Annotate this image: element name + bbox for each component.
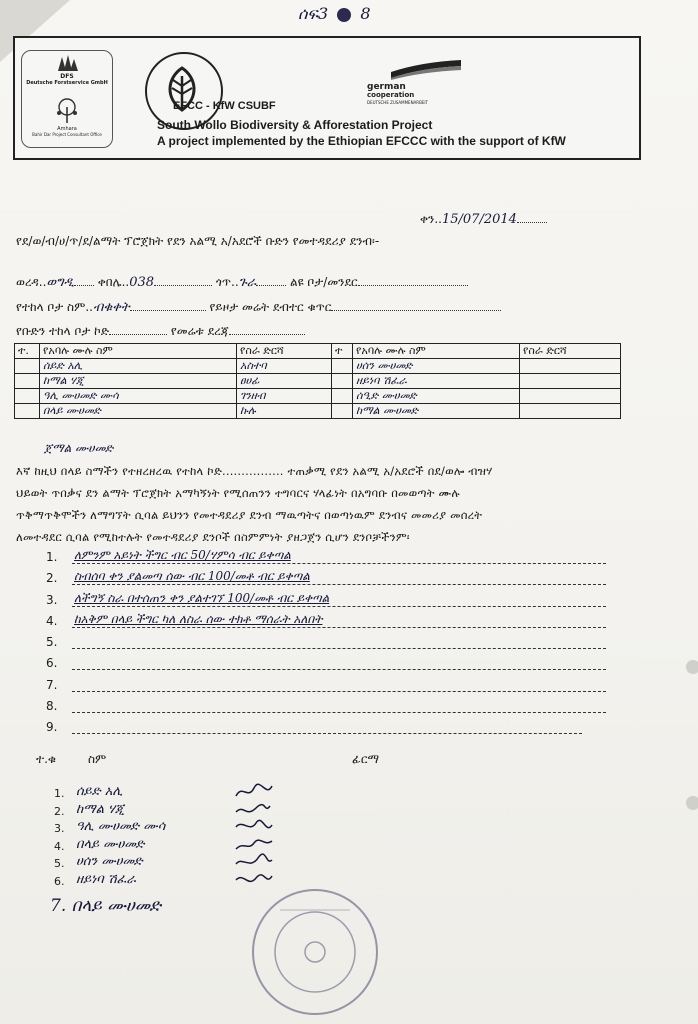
members-table: [14, 343, 621, 419]
site-row: የተከላ ቦታ ስም..ብቁቀት የይዞታ መሬት ደብተር ቁጥር: [16, 298, 501, 315]
ink-dot-icon: [337, 8, 351, 22]
signer-name: ዓሊ ሙሀመድ ሙሳ: [76, 819, 166, 835]
list-item: 9.: [46, 718, 606, 739]
list-item: 5. ሀሰን ሙሀመድ: [54, 854, 354, 872]
letterhead: [13, 36, 641, 160]
rule-text: ከአቅም በላይ ችግር ካለ ለስራ ሰው ተክቶ ማሰራት አለበት: [74, 611, 323, 626]
list-item: 1. ለምንም አይነት ችግር ብር 50/ሃምሳ ብር ይቀጣል: [46, 548, 606, 569]
member-name: ሰዒድ ሙሀመድ: [353, 389, 520, 404]
member-role: ኩሉ: [237, 404, 332, 419]
header-line1: EFCC - KfW CSUBF: [173, 100, 276, 112]
rule-text: ለችግኝ ስራ በተሰጠን ቀን ያልተገኘ 100/መቶ ብር ይቀጣል: [74, 590, 330, 605]
giz-line3: DEUTSCHE ZUSAMMENARBEIT: [367, 100, 428, 105]
dfs-logo-sub: Amhara: [57, 126, 77, 132]
signer-name: ሰይድ አሊ: [76, 784, 123, 799]
punch-hole: [686, 660, 698, 674]
giz-logo: [361, 54, 471, 104]
paragraph-line: ጥቅማጥቅሞችን ለማግኘት ሲባል ይህንን የመተዳደሪያ ደንብ ማዉጣትና በወጣነዉም ደንብና መመሪያ መሰረት: [16, 508, 483, 522]
table-header-row: [15, 344, 621, 359]
site-value: ብቁቀት: [92, 300, 130, 315]
header-line3: A project implemented by the Ethiopian EFCCC with the support of KfW: [157, 134, 566, 148]
list-item: 3. ዓሊ ሙሀመድ ሙሳ: [54, 819, 354, 837]
member-role: አስተባ: [237, 359, 332, 374]
table-row: [15, 389, 621, 404]
list-item: 4. በላይ ሙሀመድ: [54, 837, 354, 855]
giz-line2: cooperation: [367, 91, 415, 99]
signer-name: በላይ ሙሀመድ: [76, 836, 145, 852]
rule-text: ስብሰባ ቀን ያልመጣ ሰው ብር 100/መቶ ብር ይቀጣል: [74, 569, 310, 584]
col-no-2: ተ: [332, 344, 353, 359]
dfs-logo-footer: Bahir Dar Project Consultant Office: [32, 132, 102, 137]
form-title: የደ/ወ/ብ/ሀ/ጥ/ደ/ልማት ፕሮጀክት የደን አልሚ አ/አደሮች ቡድን የመተዳደሪያ ደንብ፡-: [16, 234, 380, 248]
signer-name: ሀሰን ሙሀመድ: [76, 854, 143, 870]
table-row: [15, 359, 621, 374]
member-name: ሰይድ አሊ: [40, 359, 237, 374]
date-value: 15/07/2014: [441, 212, 517, 227]
german-flag-band-icon: [391, 58, 461, 80]
dfs-logo-name: Deutsche Forstservice GmbH: [26, 80, 108, 86]
member-name: ከማል ሃጂ: [40, 374, 237, 389]
paragraph-line: እኛ ከዚህ በላይ ስማችን የተዘረዘረዉ የተከላ ኮድ................ ተጠቃሚ የደን አልሚ አ/አደሮች በደ/ወሎ ብዝሃ: [16, 464, 493, 478]
location-row: ወረዳ..ወግዲ ቀበሌ..038 ጎጥ..ጉራ ልዩ ቦታ/መንደር: [16, 273, 468, 290]
group-code-label: የቡድን ተከላ ቦታ ኮድ: [16, 324, 110, 338]
list-item: 4. ከአቅም በላይ ችግር ካለ ለስራ ሰው ተክቶ ማሰራት አለበት: [46, 612, 606, 633]
giz-line1: german: [367, 82, 406, 92]
table-row: [15, 374, 621, 389]
official-stamp: [240, 880, 390, 1020]
member-name: ዘይነባ ሽፈራ: [353, 374, 520, 389]
sig-col-no: ተ.ቁ: [36, 752, 57, 766]
col-name: የአባሉ ሙሉ ስም: [40, 344, 237, 359]
member-name: ከማል ሙሀመድ: [353, 404, 520, 419]
punch-hole: [686, 796, 698, 810]
sig-col-name: ስም: [88, 752, 107, 766]
header-line2: South Wollo Biodiversity & Afforestation Project: [157, 118, 433, 132]
date-field: ቀን..15/07/2014: [420, 210, 547, 227]
list-item: 7.: [46, 676, 606, 697]
dfs-logo: [21, 50, 113, 148]
signer-name: ከማል ሃጂ: [76, 801, 125, 817]
signer-name: ዘይነባ ሽፈራ: [76, 871, 136, 887]
got-value: ጉራ: [238, 275, 257, 290]
sig-col-sign: ፊርማ: [352, 752, 380, 766]
woreda-label: ወረዳ: [16, 275, 39, 289]
member-name: በላይ ሙሀመድ: [40, 404, 237, 419]
paragraph-line: ህይወት ጥበቃና ደን ልማት ፕሮጀክት አማካኝነት የሚሰጠንን ተግባርና ሃላፊነት በአግባቡ በመወጣት ሙሉ: [16, 486, 460, 500]
dfs-logo-small: DFS: [60, 73, 74, 80]
date-label: ቀን: [420, 212, 435, 226]
member-role: ገንዘብ: [237, 389, 332, 404]
col-role: የስራ ድርሻ: [237, 344, 332, 359]
code-row: [16, 322, 305, 339]
got-label: ጎጥ: [215, 275, 231, 289]
table-overflow-name: ጀማል ሙሀመድ: [44, 441, 114, 455]
member-role: ፀሀፊ: [237, 374, 332, 389]
dfs-trees-icon: [54, 55, 80, 71]
member-name: ሀሰን ሙሀመድ: [353, 359, 520, 374]
list-item: 2. ስብሰባ ቀን ያልመጣ ሰው ብር 100/መቶ ብር ይቀጣል: [46, 569, 606, 590]
site-label: የተከላ ቦታ ስም: [16, 300, 86, 314]
top-annotation-text: ሰፍ3: [298, 4, 329, 23]
people-tree-icon: [52, 97, 82, 123]
kebele-label: ቀበሌ: [97, 275, 122, 289]
woreda-value: ወግዲ: [46, 275, 74, 290]
list-item: 3. ለችግኝ ስራ በተሰጠን ቀን ያልተገኘ 100/መቶ ብር ይቀጣል: [46, 591, 606, 612]
col-name-2: የአባሉ ሙሉ ስም: [353, 344, 520, 359]
table-row: [15, 404, 621, 419]
special-place-label: ልዩ ቦታ/መንደር: [289, 275, 358, 289]
col-no: ተ.: [15, 344, 40, 359]
extra-signer: 7. በላይ ሙሀመድ: [50, 896, 162, 916]
rule-text: ለምንም አይነት ችግር ብር 50/ሃምሳ ብር ይቀጣል: [74, 548, 291, 562]
list-item: 2. ከማል ሃጂ: [54, 802, 354, 820]
land-cert-label: የይዞታ መሬት ደብተር ቁጥር: [209, 300, 332, 314]
list-item: 6. ዘይነባ ሽፈራ: [54, 872, 354, 890]
top-annotation: [298, 4, 371, 24]
list-item: 1. ሰይድ አሊ: [54, 784, 354, 802]
paragraph-line: ለመተዳደር ሲባል የሚከተሉት የመተዳደሪያ ደንቦች በስምምነት ያዘጋጀን ሲሆን ደንቦቻችንም፡: [16, 530, 410, 544]
top-annotation-number: 8: [360, 4, 371, 23]
col-role-2: የስራ ድርሻ: [520, 344, 621, 359]
list-item: 8.: [46, 697, 606, 718]
member-name: ዓሊ ሙሀመድ ሙሳ: [40, 389, 237, 404]
rules-list: [46, 548, 606, 740]
kebele-value: 038: [129, 275, 155, 290]
signature-list: [54, 784, 354, 890]
list-item: 6.: [46, 654, 606, 675]
land-grade-label: የመሬቱ ደረጃ: [170, 324, 229, 338]
list-item: 5.: [46, 633, 606, 654]
